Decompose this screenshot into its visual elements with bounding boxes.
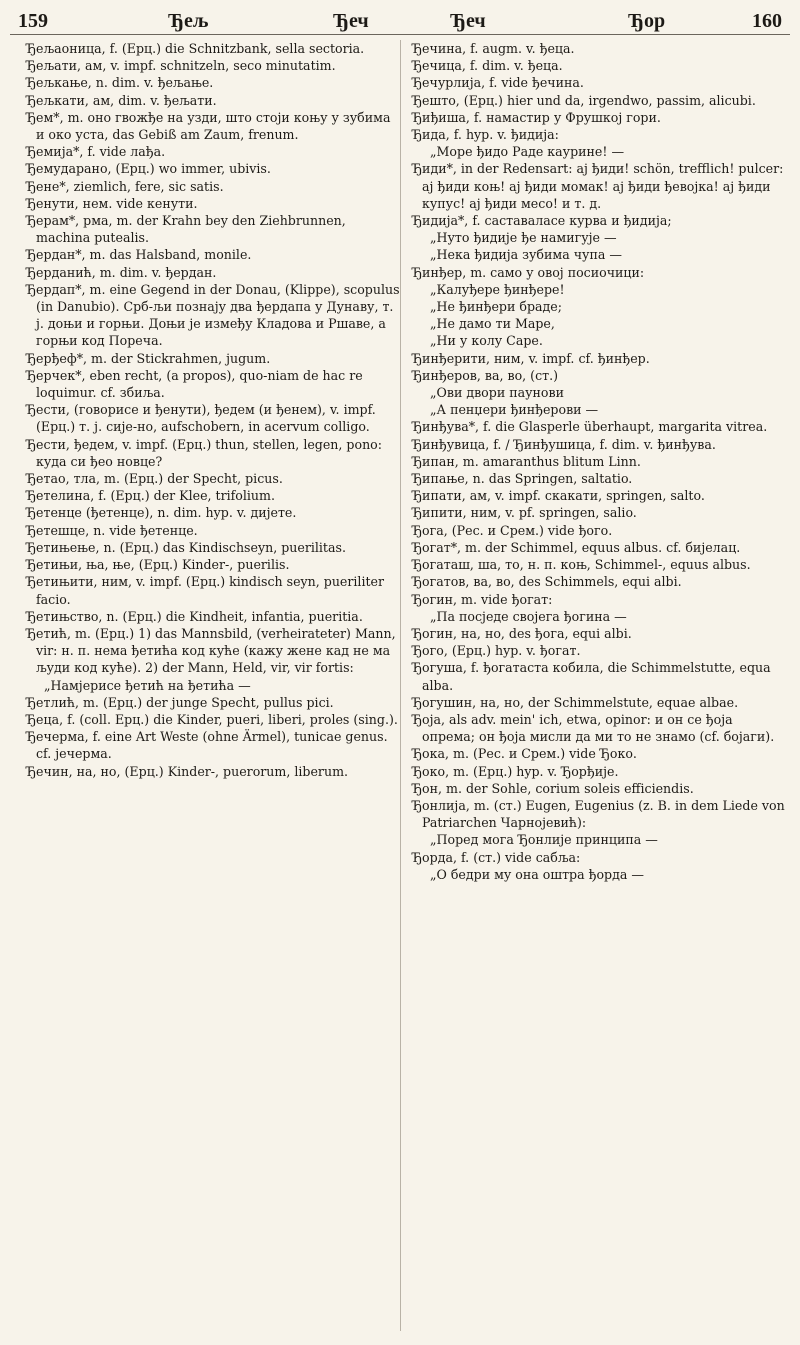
dictionary-entry: Ђипање, n. das Springen, saltatio. [412, 471, 633, 487]
dictionary-entry: „Нека ђидија зубима чупа — [430, 247, 622, 263]
dictionary-entry: Ђетић, m. (Ерц.) 1) das Mannsbild, (verheirateter) Mann, vir: н. п. нема ђетића код куће (кажу жене кад не ма људи код куће). 2) der Mann, Held, vir, vir fortis: [26, 625, 396, 676]
dictionary-entry: Ђорда, f. (ст.) vide сабља: [412, 849, 581, 865]
dictionary-entry: Ђогин, на, но, des ђога, equi albi. [412, 625, 632, 641]
right-guide-word-last: Ђор [628, 10, 666, 32]
dictionary-entry: Ђиђиша, f. намастир у Фрушкој гори. [412, 109, 661, 125]
right-guide-word-first: Ђеч [450, 10, 486, 32]
dictionary-entry: Ђинђеров, ва, во, (ст.) [412, 367, 559, 383]
running-header [18, 6, 782, 36]
dictionary-entry: Ђерам*, рма, m. der Krahn bey den Ziehbrunnen, machina putealis. [26, 213, 346, 246]
dictionary-entry: Ђечерма, f. eine Art Weste (ohne Ärmel), tunicae genus. cf. јечерма. [26, 729, 388, 762]
dictionary-entry: Ђетешце, n. vide ђетенце. [26, 522, 198, 538]
dictionary-entry: Ђонлија, m. (ст.) Eugen, Eugenius (z. B. in dem Liede von Patriarchen Чарнојевић): [412, 797, 785, 831]
dictionary-entry: Ђерчек*, eben recht, (a propos), quo-niam de hac re loquimur. cf. збиља. [26, 367, 363, 401]
dictionary-entry: Ђешто, (Ерц.) hier und da, irgendwo, passim, alicubi. [412, 92, 756, 108]
dictionary-entry: Ђогин, m. vide ђогат: [412, 591, 553, 607]
right-column [412, 40, 787, 883]
dictionary-entry: Ђидија*, f. саставаласе курва и ђидија; [412, 213, 672, 229]
dictionary-entry: Ђерђеф*, m. der Stickrahmen, jugum. [26, 350, 271, 366]
dictionary-entry: Ђетлић, m. (Ерц.) der junge Specht, pullus pici. [26, 694, 334, 710]
dictionary-entry: Ђогат*, m. der Schimmel, equus albus. cf. бијелац. [412, 539, 741, 555]
dictionary-entry: Ђердап*, m. eine Gegend in der Donau, (Klippe), scopulus (in Danubio). Срб-љи познају два ђердапа у Дунаву, т. ј. доњи и горњи. Доњи је између Кладова и Ршаве, а горњи код Пореча. [26, 281, 400, 349]
dictionary-entry: Ђинђер, m. само у овој посиочици: [412, 264, 645, 280]
dictionary-entry: Ђељкати, ам, dim. v. ђељати. [26, 92, 217, 108]
left-page-number: 159 [18, 10, 48, 32]
dictionary-entry: „Ни у колу Саре. [430, 333, 543, 349]
dictionary-entry: Ђемија*, f. vide лађа. [26, 144, 166, 160]
dictionary-entry: Ђести, (говорисе и ђенути), ђедем (и ђенем), v. impf. (Ерц.) т. ј. сије-но, aufschobern, in acervum colligo. [26, 402, 376, 435]
dictionary-entry: Ђоко, m. (Ерц.) hyp. v. Ђорђије. [412, 763, 619, 779]
dictionary-entry: Ђести, ђедем, v. impf. (Ерц.) thun, stellen, legen, pono: куда си ђео новце? [26, 436, 383, 469]
dictionary-entry: Ђетињи, ња, ње, (Ерц.) Kinder-, puerilis. [26, 557, 290, 573]
header-rule [10, 34, 790, 35]
dictionary-entry: Ђетенце (ђетенце), n. dim. hyp. v. дијете. [26, 505, 297, 521]
dictionary-entry: Ђипан, m. amaranthus blitum Linn. [412, 453, 641, 469]
dictionary-entry: „Калуђере ђинђере! [430, 281, 565, 297]
dictionary-entry: Ђон, m. der Sohle, corium soleis efficiendis. [412, 780, 694, 796]
dictionary-entry: Ђемударано, (Ерц.) wo immer, ubivis. [26, 161, 271, 177]
dictionary-entry: Ђида, f. hyp. v. ђидија: [412, 127, 559, 143]
dictionary-entry: „Не ђинђери браде; [430, 299, 562, 315]
dictionary-entry: Ђечин, на, но, (Ерц.) Kinder-, puerorum, liberum. [26, 763, 349, 779]
dictionary-entry: Ђечица, f. dim. v. ђеца. [412, 58, 563, 74]
dictionary-entry: Ђељаоница, f. (Ерц.) die Schnitzbank, sella sectoria. [26, 41, 365, 56]
dictionary-entry: „Море ђидо Раде каурине! — [430, 144, 625, 160]
dictionary-entry: Ђељкање, n. dim. v. ђељање. [26, 75, 214, 91]
dictionary-entry: Ђечурлија, f. vide ђечина. [412, 75, 584, 91]
dictionary-entry: Ђене*, ziemlich, fere, sic satis. [26, 178, 224, 194]
dictionary-entry: „Поред мога Ђонлије принципа — [430, 832, 658, 848]
dictionary-entry: Ђого, (Ерц.) hyp. v. ђогат. [412, 643, 581, 659]
dictionary-entry: Ђеца, f. (coll. Ерц.) die Kinder, pueri, liberi, proles (sing.). [26, 711, 398, 727]
dictionary-entry: Ђечина, f. augm. v. ђеца. [412, 41, 575, 56]
left-guide-word-last: Ђеч [333, 10, 369, 32]
dictionary-entry: „Нутo ђидије ђе намигује — [430, 230, 617, 246]
dictionary-entry: Ђем*, m. оно гвожђе на узди, што стоји коњу у зубима и око уста, das Gebiß am Zaum, frenum. [26, 109, 391, 143]
dictionary-entry: Ђинђувица, f. / Ђинђушица, f. dim. v. ђинђува. [412, 436, 716, 452]
dictionary-entry: Ђетињење, n. (Ерц.) das Kindischseyn, puerilitas. [26, 539, 346, 555]
right-page-number: 160 [752, 10, 782, 32]
dictionary-entry: „О бедри му она оштра ђорда — [430, 866, 644, 882]
dictionary-entry: Ђерданић, m. dim. v. ђердан. [26, 264, 217, 280]
dictionary-entry: Ђетињити, ним, v. impf. (Ерц.) kindisch seyn, pueriliter facio. [26, 574, 385, 607]
dictionary-entry: Ђетињство, n. (Ерц.) die Kindheit, infantia, pueritia. [26, 608, 363, 624]
dictionary-entry: Ђиди*, in der Redensart: ај ђиди! schön, trefflich! pulcer: ај ђиди коњ! ај ђиди момак! ај ђиди ђевојка! ај ђиди купус! ај ђиди месо! и т. д. [412, 161, 784, 211]
dictionary-entry: Ђердан*, m. das Halsband, monile. [26, 247, 252, 263]
dictionary-entry: Ђинђува*, f. die Glasperle überhaupt, margarita vitrea. [412, 419, 768, 435]
dictionary-entry: Ђогуша, f. ђогатаста кобила, die Schimmelstutte, equa alba. [412, 660, 771, 693]
dictionary-entry: Ђогатов, ва, во, des Schimmels, equi albi. [412, 574, 682, 590]
dictionary-entry: Ђинђерити, ним, v. impf. cf. ђинђер. [412, 350, 650, 366]
dictionary-entry: „Не дамо ти Маре, [430, 316, 555, 332]
dictionary-entry: Ђогушин, на, но, der Schimmelstute, equae albae. [412, 694, 739, 710]
dictionary-entry: „Ови двори паунови [430, 385, 564, 401]
dictionary-entry: Ђога, (Рес. и Срем.) vide ђого. [412, 522, 613, 538]
dictionary-entry: Ђетао, тла, m. (Ерц.) der Specht, picus. [26, 471, 283, 487]
dictionary-entry: Ђенути, нем. vide кенути. [26, 195, 198, 211]
dictionary-entry: Ђељати, ам, v. impf. schnitzeln, seco minutatim. [26, 58, 336, 74]
dictionary-entry: Ђогаташ, ша, то, н. п. коњ, Schimmel-, equus albus. [412, 557, 751, 573]
dictionary-entry: „Па посједе својега ђогина — [430, 608, 627, 624]
dictionary-entry: Ђока, m. (Рес. и Срем.) vide Ђоко. [412, 746, 637, 762]
dictionary-entry: „А пенџери ђинђерови — [430, 402, 599, 418]
dictionary-entry: Ђоја, als adv. mein' ich, etwa, opinor: и он се ђоја опрема; он ђоја мисли да ми то не знамо (cf. бојаги). [412, 711, 775, 745]
left-guide-word-first: Ђељ [168, 10, 209, 32]
dictionary-entry: „Намјерисе ђетић на ђетића — [44, 677, 251, 693]
dictionary-entry: Ђетелина, f. (Ерц.) der Klee, trifolium. [26, 488, 275, 504]
dictionary-entry: Ђипати, ам, v. impf. скакати, springen, salto. [412, 488, 705, 504]
dictionary-entry: Ђипити, ним, v. pf. springen, salio. [412, 505, 637, 521]
left-column [26, 40, 401, 780]
